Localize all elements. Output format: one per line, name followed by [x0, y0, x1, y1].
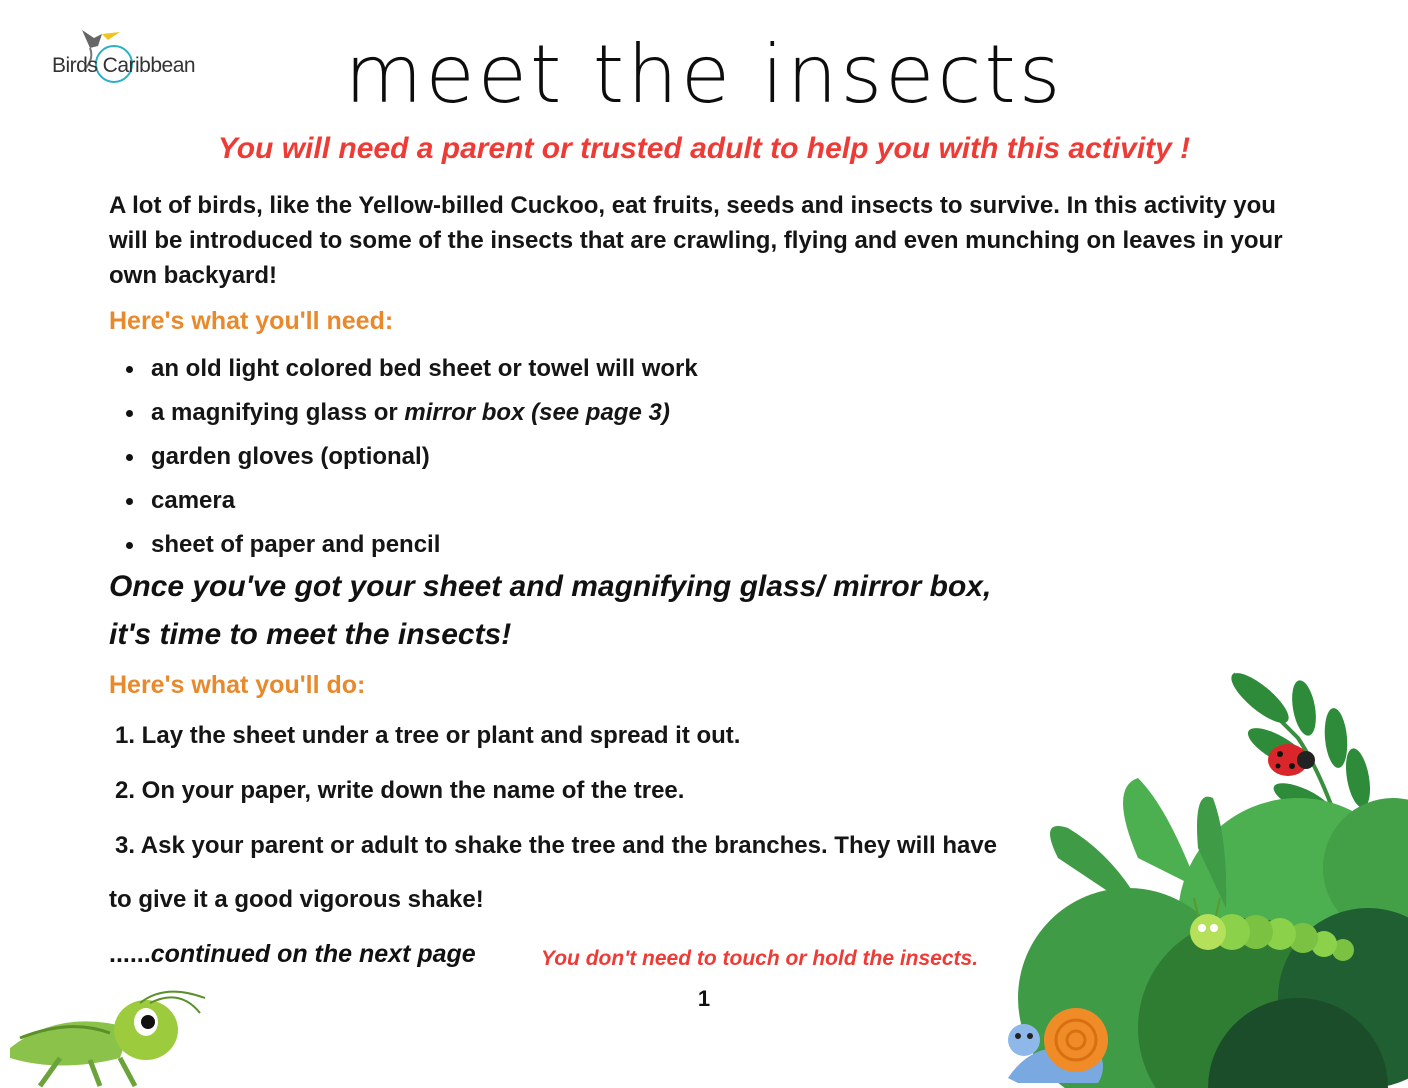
- list-item: a magnifying glass or mirror box (see page 3): [122, 395, 698, 439]
- page-number: 1: [697, 986, 711, 1011]
- step-1: 1. Lay the sheet under a tree or plant and spread it out.: [115, 722, 741, 749]
- plants-illustration: [998, 668, 1408, 1088]
- touch-note: You don't need to touch or hold the insects.: [541, 947, 979, 970]
- logo-text: Birds Caribbean: [52, 54, 196, 77]
- list-item: an old light colored bed sheet or towel will work: [122, 351, 698, 395]
- page-title: meet the insects: [344, 28, 1064, 121]
- mirror-box-reference: mirror box (see page 3): [404, 399, 670, 426]
- ladybug-icon: [1268, 744, 1315, 776]
- list-item: camera: [122, 483, 698, 527]
- do-heading: Here's what you'll do:: [109, 671, 366, 699]
- intro-paragraph: A lot of birds, like the Yellow-billed Cuckoo, eat fruits, seeds and insects to survive. In this activity you will be introduced to some of the insects that are crawling, flying and even munching on leaves in your own backyard!: [109, 192, 1283, 289]
- step-3: 3. Ask your parent or adult to shake the tree and the branches. They will have: [115, 832, 998, 859]
- adult-help-warning: You will need a parent or trusted adult to help you with this activity !: [217, 132, 1191, 165]
- once-line-1: Once you've got your sheet and magnifying glass/ mirror box,: [109, 570, 992, 603]
- list-item: garden gloves (optional): [122, 439, 698, 483]
- once-line-2: it's time to meet the insects!: [109, 618, 512, 651]
- list-item: sheet of paper and pencil: [122, 527, 698, 571]
- need-heading: Here's what you'll need:: [109, 307, 394, 335]
- need-list: [122, 351, 698, 571]
- step-2: 2. On your paper, write down the name of the tree.: [115, 777, 685, 804]
- continued-note: ......continued on the next page: [109, 940, 476, 968]
- grasshopper-icon: [0, 988, 215, 1088]
- step-3-continued: to give it a good vigorous shake!: [109, 886, 484, 913]
